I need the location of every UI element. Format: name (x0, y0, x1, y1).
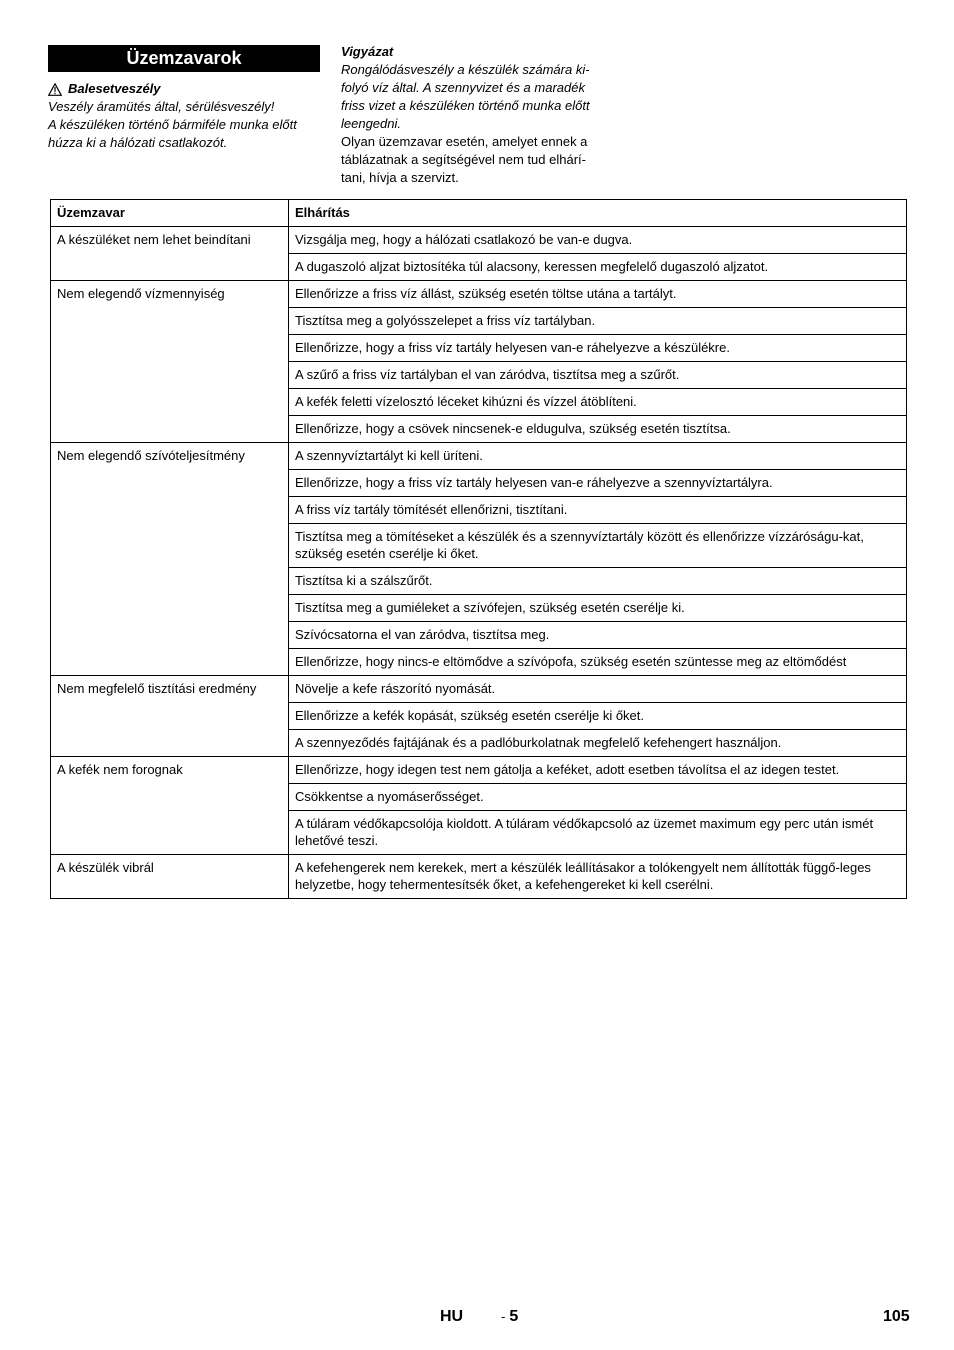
warning-text-line: Veszély áramütés által, sérülésveszély! (48, 99, 275, 114)
footer-dash: - (501, 1309, 506, 1324)
fault-cell: A készüléket nem lehet beindítani (51, 227, 289, 281)
remedy-cell: A szennyeződés fajtájának és a padlóburkolatnak megfelelő kefehengert használjon. (289, 730, 907, 757)
service-note-line: tani, hívja a szervizt. (341, 170, 459, 185)
remedy-cell: Csökkentse a nyomáserősséget. (289, 784, 907, 811)
footer-page-number: 105 (883, 1308, 910, 1325)
remedy-cell: A szennyvíztartályt ki kell üríteni. (289, 443, 907, 470)
caution-block (341, 43, 621, 187)
remedy-cell: Ellenőrizze a friss víz állást, szükség esetén töltse utána a tartályt. (289, 281, 907, 308)
table-header-row (51, 200, 907, 227)
caution-text-line: Rongálódásveszély a készülék számára ki- (341, 62, 590, 77)
caution-text-line: folyó víz által. A szennyvizet és a maradék (341, 80, 585, 95)
caution-text-line: leengedni. (341, 116, 401, 131)
remedy-cell: A friss víz tartály tömítését ellenőrizni, tisztítani. (289, 497, 907, 524)
footer-section-page (501, 1308, 518, 1326)
table-row (51, 676, 907, 703)
service-note-line: Olyan üzemzavar esetén, amelyet ennek a (341, 134, 588, 149)
remedy-cell: Ellenőrizze, hogy a friss víz tartály helyesen van-e ráhelyezve a készülékre. (289, 335, 907, 362)
remedy-cell: Tisztítsa meg a golyósszelepet a friss víz tartályban. (289, 308, 907, 335)
remedy-cell: A túláram védőkapcsolója kioldott. A túláram védőkapcsoló az üzemet maximum egy perc után ismét lehetővé teszi. (289, 811, 907, 855)
remedy-cell: Ellenőrizze, hogy a friss víz tartály helyesen van-e ráhelyezve a szennyvíztartályra. (289, 470, 907, 497)
caution-text-line: friss vizet a készüléken történő munka előtt (341, 98, 590, 113)
remedy-cell: Vizsgálja meg, hogy a hálózati csatlakozó be van-e dugva. (289, 227, 907, 254)
remedy-cell: A dugaszoló aljzat biztosítéka túl alacsony, keressen megfelelő dugaszoló aljzatot. (289, 254, 907, 281)
remedy-cell: A kefék feletti vízelosztó léceket kihúzni és vízzel átöblíteni. (289, 389, 907, 416)
remedy-cell: Tisztítsa meg a tömítéseket a készülék és a szennyvíztartály között és ellenőrizze vízzáróságu-kat, szükség esetén cserélje ki őket. (289, 524, 907, 568)
remedy-cell: A kefehengerek nem kerekek, mert a készülék leállításakor a tolókengyelt nem állították függő-leges helyzetbe, hogy tehermentesítsék őket, a kefehengereket ki kell cserélni. (289, 855, 907, 899)
table-row (51, 855, 907, 899)
service-note-line: táblázatnak a segítségével nem tud elhárí- (341, 152, 586, 167)
header-remedy: Elhárítás (289, 200, 907, 227)
fault-cell: Nem elegendő vízmennyiség (51, 281, 289, 443)
caution-heading: Vigyázat (341, 44, 394, 59)
footer-section-page-number: 5 (509, 1308, 519, 1325)
fault-cell: Nem elegendő szívóteljesítmény (51, 443, 289, 676)
remedy-cell: Szívócsatorna el van záródva, tisztítsa meg. (289, 622, 907, 649)
warning-heading: Balesetveszély (68, 81, 161, 96)
troubleshooting-table (50, 199, 907, 899)
table-row (51, 227, 907, 254)
section-title: Üzemzavarok (48, 45, 320, 72)
table-row (51, 443, 907, 470)
table-row (51, 757, 907, 784)
remedy-cell: Ellenőrizze, hogy a csövek nincsenek-e eldugulva, szükség esetén tisztítsa. (289, 416, 907, 443)
remedy-cell: Tisztítsa meg a gumiéleket a szívófejen, szükség esetén cserélje ki. (289, 595, 907, 622)
header-fault: Üzemzavar (51, 200, 289, 227)
warning-text-line: A készüléken történő bármiféle munka előtt (48, 117, 297, 132)
warning-heading-row (48, 80, 323, 98)
warning-text-line: húzza ki a hálózati csatlakozót. (48, 135, 228, 150)
remedy-cell: A szűrő a friss víz tartályban el van záródva, tisztítsa meg a szűrőt. (289, 362, 907, 389)
remedy-cell: Ellenőrizze, hogy idegen test nem gátolja a keféket, adott esetben távolítsa el az idegen testet. (289, 757, 907, 784)
footer-language: HU (440, 1308, 464, 1325)
remedy-cell: Növelje a kefe rászorító nyomását. (289, 676, 907, 703)
remedy-cell: Tisztítsa ki a szálszűrőt. (289, 568, 907, 595)
fault-cell: A kefék nem forognak (51, 757, 289, 855)
remedy-cell: Ellenőrizze, hogy nincs-e eltömődve a szívópofa, szükség esetén szüntesse meg az eltömődést (289, 649, 907, 676)
table-row (51, 281, 907, 308)
fault-cell: Nem megfelelő tisztítási eredmény (51, 676, 289, 757)
fault-cell: A készülék vibrál (51, 855, 289, 899)
warning-block (48, 80, 323, 152)
remedy-cell: Ellenőrizze a kefék kopását, szükség esetén cserélje ki őket. (289, 703, 907, 730)
warning-triangle-icon (48, 83, 62, 96)
